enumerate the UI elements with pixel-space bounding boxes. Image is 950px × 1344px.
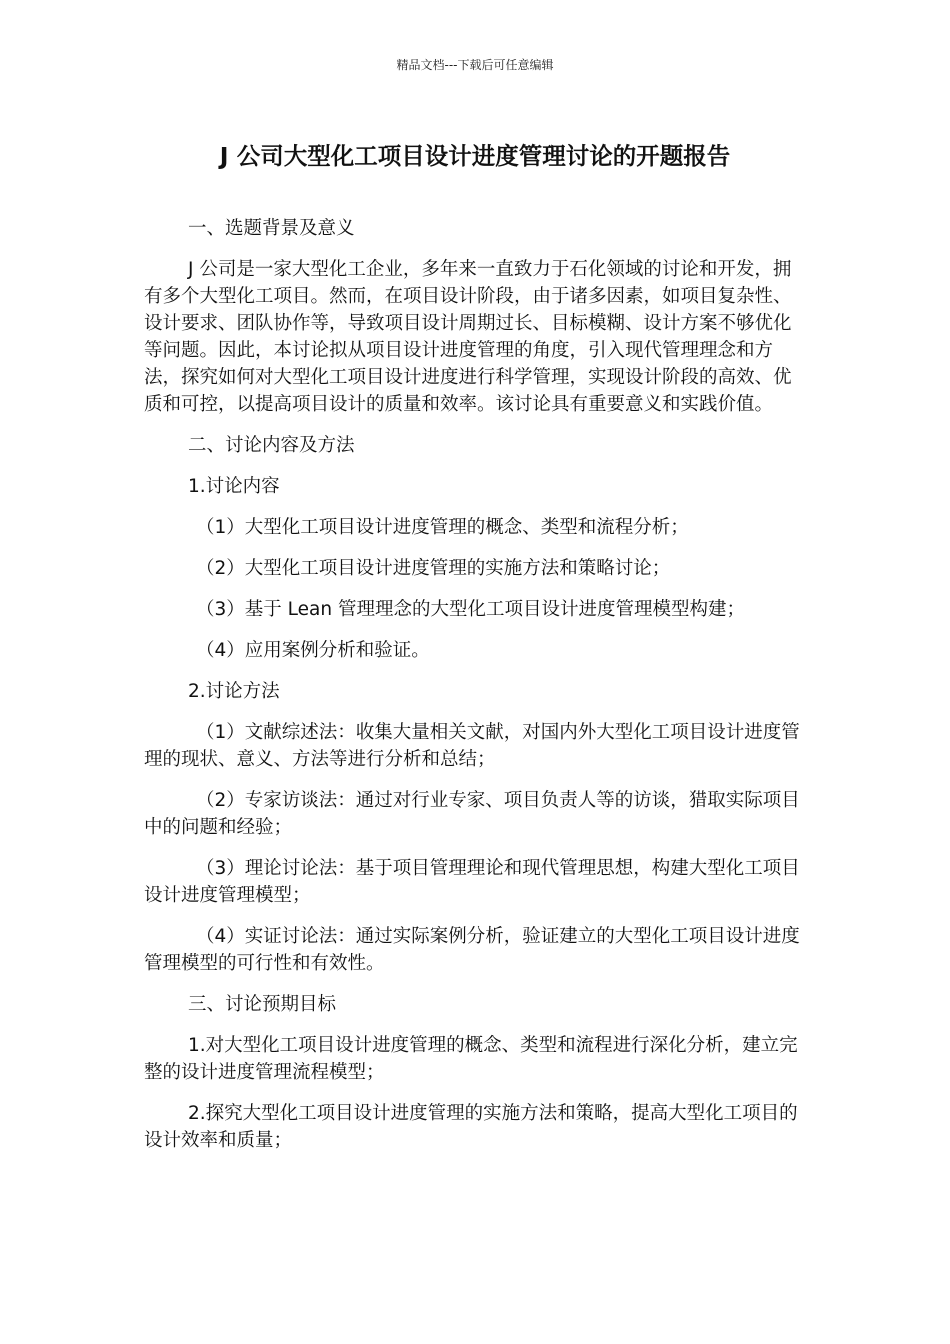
subheading-method: 2.讨论方法	[188, 681, 280, 702]
content-item-4: （4）应用案例分析和验证。	[196, 640, 430, 661]
content-item-3: （3）基于 Lean 管理理念的大型化工项目设计进度管理模型构建；	[196, 599, 745, 620]
page-header-watermark: 精品文档---下载后可任意编辑	[396, 58, 554, 72]
method-item-3: （3）理论讨论法：基于项目管理理论和现代管理思想，构建大型化工项目设计进度管理模型；	[144, 858, 800, 906]
method-item-1: （1）文献综述法：收集大量相关文献，对国内外大型化工项目设计进度管理的现状、意义、方法等进行分析和总结；	[144, 722, 800, 770]
content-item-1: （1）大型化工项目设计进度管理的概念、类型和流程分析；	[196, 517, 689, 538]
document-title: J 公司大型化工项目设计进度管理讨论的开题报告	[219, 142, 731, 170]
document-body	[144, 215, 806, 1168]
section-heading-content-method: 二、讨论内容及方法	[188, 435, 355, 456]
method-item-4: （4）实证讨论法：通过实际案例分析，验证建立的大型化工项目设计进度管理模型的可行性和有效性。	[144, 926, 800, 974]
paragraph-background: J 公司是一家大型化工企业，多年来一直致力于石化领域的讨论和开发，拥有多个大型化工项目。然而，在项目设计阶段，由于诸多因素，如项目复杂性、设计要求、团队协作等，导致项目设计周期过长、目标模糊、设计方案不够优化等问题。因此，本讨论拟从项目设计进度管理的角度，引入现代管理理念和方法，探究如何对大型化工项目设计进度进行科学管理，实现设计阶段的高效、优质和可控，以提高项目设计的质量和效率。该讨论具有重要意义和实践价值。	[144, 259, 792, 415]
goal-item-1: 1.对大型化工项目设计进度管理的概念、类型和流程进行深化分析，建立完整的设计进度管理流程模型；	[144, 1035, 798, 1083]
method-item-2: （2）专家访谈法：通过对行业专家、项目负责人等的访谈，猎取实际项目中的问题和经验；	[144, 790, 800, 838]
section-heading-goals: 三、讨论预期目标	[188, 994, 337, 1015]
subheading-content: 1.讨论内容	[188, 476, 280, 497]
goal-item-2: 2.探究大型化工项目设计进度管理的实施方法和策略，提高大型化工项目的设计效率和质量；	[144, 1103, 798, 1151]
content-item-2: （2）大型化工项目设计进度管理的实施方法和策略讨论；	[196, 558, 671, 579]
section-heading-background: 一、选题背景及意义	[188, 218, 355, 239]
